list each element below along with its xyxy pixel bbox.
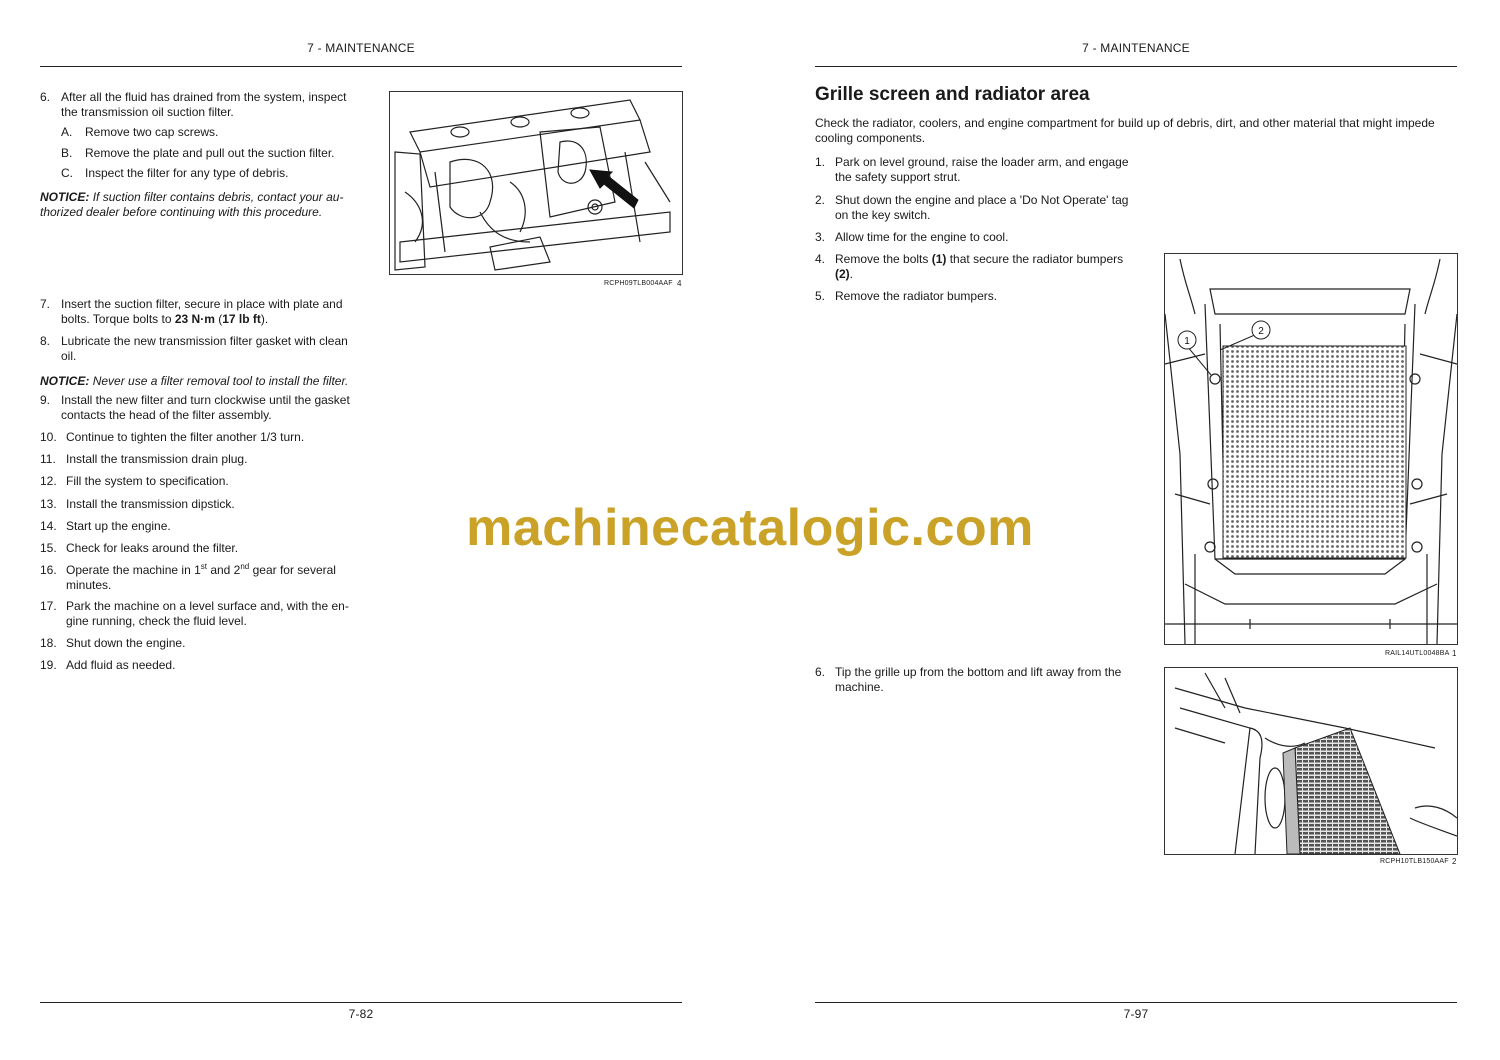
step-text-line1: After all the fluid has drained from the system, inspect — [61, 90, 347, 104]
step-text — [66, 563, 336, 593]
substep-text: Inspect the filter for any type of debris. — [85, 166, 289, 180]
left-step-19 — [40, 658, 370, 673]
step-text: Allow time for the engine to cool. — [835, 230, 1009, 244]
step-number: 11. — [40, 452, 56, 466]
step-text: Install the transmission dipstick. — [66, 497, 235, 511]
step-text-line2: contacts the head of the filter assembly. — [61, 408, 272, 422]
left-step-7 — [40, 297, 370, 327]
notice-line1: If suction filter contains debris, contact your au- — [92, 190, 344, 204]
figure-code: RAIL14UTL0048BA — [1385, 650, 1450, 657]
notice-filter-tool — [40, 374, 380, 389]
step-text-line2: the safety support strut. — [835, 170, 961, 184]
section-title: Grille screen and radiator area — [815, 84, 1090, 105]
step-text: Add fluid as needed. — [66, 658, 176, 672]
radiator-illustration — [1165, 254, 1457, 644]
step-text — [66, 599, 349, 629]
figure-radiator-bumpers — [1164, 253, 1458, 645]
paren-open: ( — [214, 312, 223, 326]
step-text: Check for leaks around the filter. — [66, 541, 239, 555]
left-step-9 — [40, 393, 370, 423]
substep-text: Remove two cap screws. — [85, 125, 219, 139]
step-text-line1: Shut down the engine and place a 'Do Not Operate' tag — [835, 193, 1129, 207]
right-step-1 — [815, 155, 1145, 185]
callout-2-label: 2 — [1258, 326, 1264, 337]
step-text-line1: Install the new filter and turn clockwise until the gasket — [61, 393, 350, 407]
torque-nm: 23 N·m — [174, 312, 215, 326]
step-number: 5. — [815, 289, 826, 303]
step-text-line1: Insert the suction filter, secure in place with plate and — [61, 297, 343, 311]
substep-text: Remove the plate and pull out the suction filter. — [85, 146, 335, 160]
figure-number: 4 — [677, 279, 682, 288]
left-step-17 — [40, 599, 370, 629]
right-step-6 — [815, 665, 1145, 695]
right-step-3 — [815, 230, 1145, 245]
substep-a — [61, 125, 361, 140]
left-step-16 — [40, 563, 370, 593]
transmission-filter-illustration — [390, 92, 682, 274]
step-text-line2: machine. — [835, 680, 884, 694]
figure-number: 1 — [1452, 649, 1457, 658]
step-text — [61, 297, 343, 327]
step-number: 10. — [40, 430, 57, 444]
left-step-12 — [40, 474, 370, 489]
step-text — [61, 393, 350, 423]
step-number: 12. — [40, 474, 57, 488]
figure-transmission-filter — [389, 91, 683, 275]
substep-c — [61, 166, 361, 181]
superscript-st: st — [200, 562, 207, 571]
superscript-nd: nd — [240, 562, 250, 571]
right-page-number: 7-97 — [1123, 1007, 1149, 1021]
step-text: Shut down the engine. — [66, 636, 186, 650]
step-text-line2: gine running, check the fluid level. — [66, 614, 247, 628]
figure-code: RCPH09TLB004AAF — [604, 280, 673, 287]
bumper-reference: (2) — [835, 267, 850, 281]
step-text-c: gear for several — [249, 563, 336, 577]
substep-b — [61, 146, 361, 161]
figure-grille-removal — [1164, 667, 1458, 855]
left-footer-rule — [40, 1002, 682, 1003]
step-text-c: that secure the radiator bumpers — [946, 252, 1124, 266]
step-number: 19. — [40, 658, 57, 672]
torque-lbft: 17 lb ft — [222, 312, 261, 326]
left-step-6 — [40, 90, 370, 120]
step-text-b: and 2 — [206, 563, 241, 577]
notice-text: Never use a filter removal tool to install the filter. — [92, 374, 349, 388]
step-number: 16. — [40, 563, 57, 577]
step-number: 18. — [40, 636, 57, 650]
step-number: 17. — [40, 599, 57, 613]
step-text: Install the transmission drain plug. — [66, 452, 248, 466]
step-number: 13. — [40, 497, 57, 511]
step-text-line1: Lubricate the new transmission filter gasket with clean — [61, 334, 348, 348]
right-step-2 — [815, 193, 1145, 223]
step-text — [61, 90, 346, 120]
step-text-line2: oil. — [61, 349, 77, 363]
left-step-10 — [40, 430, 370, 445]
step-text-line1: Tip the grille up from the bottom and lift away from the — [835, 665, 1122, 679]
bolt-reference: (1) — [931, 252, 947, 266]
step-text — [835, 193, 1128, 223]
substep-letter: B. — [61, 146, 73, 160]
step-number: 7. — [40, 297, 51, 311]
right-footer-rule — [815, 1002, 1457, 1003]
substep-letter: A. — [61, 125, 73, 139]
step-text-a: Remove the bolts — [835, 252, 932, 266]
step-number: 9. — [40, 393, 51, 407]
grille-illustration — [1165, 668, 1457, 854]
step-text — [835, 155, 1129, 185]
substep-letter: C. — [61, 166, 73, 180]
step-text: Continue to tighten the filter another 1/3 turn. — [66, 430, 305, 444]
left-step-18 — [40, 636, 370, 651]
notice-label: NOTICE: — [40, 190, 90, 204]
step-number: 8. — [40, 334, 51, 348]
step-text: Remove the radiator bumpers. — [835, 289, 998, 303]
step-text-line1: Park on level ground, raise the loader arm, and engage — [835, 155, 1129, 169]
step-text-line1: Park the machine on a level surface and, with the en- — [66, 599, 349, 613]
watermark: machinecatalogic.com — [466, 499, 1034, 557]
callout-1-label: 1 — [1184, 336, 1190, 347]
step-text — [835, 665, 1121, 695]
step-text — [61, 334, 348, 364]
notice-label: NOTICE: — [40, 374, 90, 388]
left-header-rule — [40, 66, 682, 67]
step-text-d: . — [849, 267, 854, 281]
left-step-8 — [40, 334, 370, 364]
step-number: 6. — [40, 90, 51, 104]
right-header-rule — [815, 66, 1457, 67]
step-text-line2: minutes. — [66, 578, 112, 592]
left-page-number: 7-82 — [348, 1007, 374, 1021]
intro-line1: Check the radiator, coolers, and engine compartment for build up of debris, dirt, and other material that might impede — [815, 116, 1435, 130]
step-text-a: Operate the machine in 1 — [66, 563, 201, 577]
step-text — [835, 252, 1123, 282]
left-step-11 — [40, 452, 370, 467]
intro-line2: cooling components. — [815, 131, 926, 145]
right-step-4 — [815, 252, 1145, 282]
step-text: Fill the system to specification. — [66, 474, 229, 488]
step-number: 2. — [815, 193, 826, 207]
figure-number: 2 — [1452, 857, 1457, 866]
step-number: 1. — [815, 155, 826, 169]
section-intro — [815, 116, 1475, 146]
step-number: 4. — [815, 252, 826, 266]
step-text-line2: the transmission oil suction filter. — [61, 105, 234, 119]
right-page-header: 7 - MAINTENANCE — [1082, 41, 1190, 55]
step-number: 6. — [815, 665, 826, 679]
notice-suction-filter — [40, 190, 370, 220]
step-number: 3. — [815, 230, 826, 244]
right-step-5 — [815, 289, 1145, 304]
step-number: 15. — [40, 541, 57, 555]
step-number: 14. — [40, 519, 57, 533]
left-page-header: 7 - MAINTENANCE — [307, 41, 415, 55]
notice-line2: thorized dealer before continuing with this procedure. — [40, 205, 323, 219]
step-text: Start up the engine. — [66, 519, 171, 533]
figure-code: RCPH10TLB150AAF — [1380, 858, 1449, 865]
step-text-line2: bolts. Torque bolts to — [61, 312, 175, 326]
step-text-line2: on the key switch. — [835, 208, 931, 222]
paren-close: ). — [260, 312, 269, 326]
